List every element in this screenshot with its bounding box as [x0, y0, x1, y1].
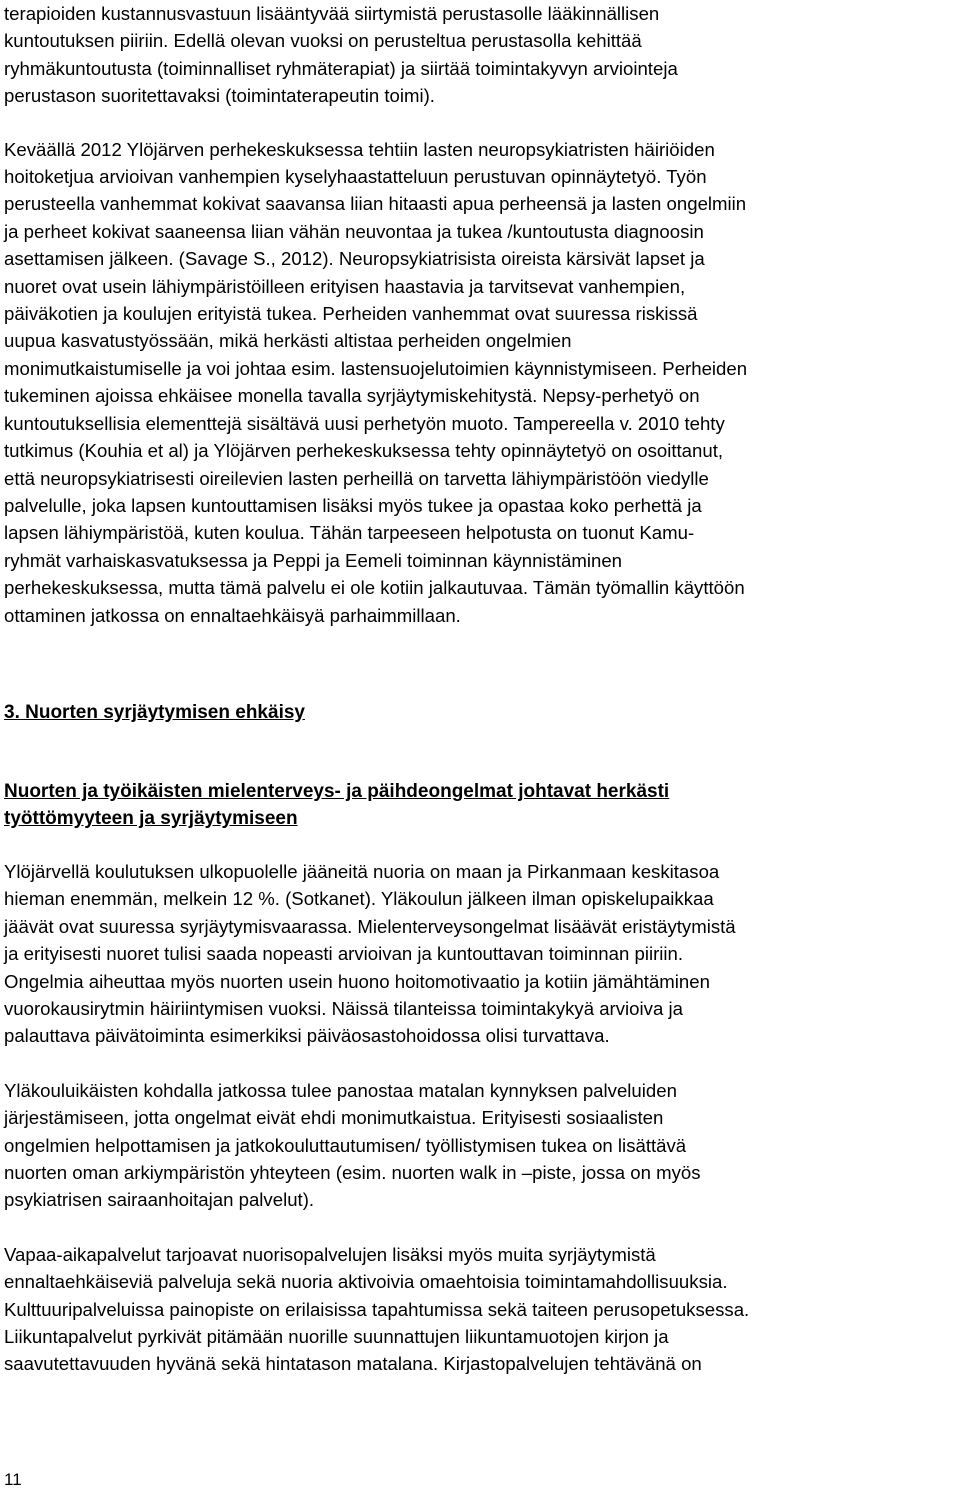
subheading: Nuorten ja työikäisten mielenterveys- ja päihdeongelmat johtavat herkästi työttömyyteen ja syrjäytymiseen [4, 780, 670, 829]
page-number: 11 [4, 1470, 22, 1489]
section-heading: 3. Nuorten syrjäytymisen ehkäisy [4, 701, 305, 723]
paragraph-rehabilitation: terapioiden kustannusvastuun lisääntyvää siirtymistä perustasolle lääkinnällisen kuntoutuksen piiriin. Edellä olevan vuoksi on perusteltua perustasolla kehittää ryhmäkuntoutusta (toiminnalliset ryhmäterapiat) ja siirtää toimintakyvyn arviointeja perustason suoritettavaksi (toimintaterapeutin toimi). [4, 3, 678, 107]
paragraph-leisure-services: Vapaa-aikapalvelut tarjoavat nuorisopalvelujen lisäksi myös muita syrjäytymistä ennaltaehkäiseviä palveluja sekä nuoria aktivoivia omaehtoisia toimintamahdollisuuksia. Kulttuuripalveluissa painopiste on erilaisissa tapahtumissa sekä taiteen perusopetuksessa. Liikuntapalvelut pyrkivät pitämään nuorille suunnattujen liikuntamuotojen kirjon ja saavutettavuuden hyvänä sekä hintatason matalana. Kirjastopalvelujen tehtävänä on [4, 1243, 750, 1375]
document-page [4, 0, 956, 1378]
paragraph-lower-secondary: Yläkouluikäisten kohdalla jatkossa tulee panostaa matalan kynnyksen palveluiden järjestämiseen, jotta ongelmat eivät ehdi monimutkaistua. Erityisesti sosiaalisten ongelmien helpottamisen ja jatkokouluttautumisen/ työllistymisen tukea on lisättävä nuorten oman arkiympäristön yhteyteen (esim. nuorten walk in –piste, jossa on myös psykiatrisen sairaanhoitajan palvelut). [4, 1079, 701, 1211]
paragraph-youth-education: Ylöjärvellä koulutuksen ulkopuolelle jääneitä nuoria on maan ja Pirkanmaan keskitasoa hieman enemmän, melkein 12 %. (Sotkanet). Yläkoulun jälkeen ilman opiskelupaikkaa jäävät ovat suuressa syrjäytymisvaarassa. Mielenterveysongelmat lisäävät eristäytymistä ja erityisesti nuoret tulisi saada nopeasti arvioivan ja kuntouttavan toiminnan piiriin. Ongelmia aiheuttaa myös nuorten usein huono hoitomotivaatio ja kotiin jämähtäminen vuorokausirytmin häiriintymisen vuoksi. Näissä tilanteissa toimintakykyä arvioiva ja palauttava päivätoiminta esimerkiksi päiväosastohoidossa olisi turvattava. [4, 860, 736, 1047]
paragraph-family-center-study: Keväällä 2012 Ylöjärven perhekeskuksessa tehtiin lasten neuropsykiatristen häiriöiden hoitoketjua arvioivan vanhempien kyselyhaastatteluun perustuvan opinnäytetyö. Työn perusteella vanhemmat kokivat saavansa liian hitaasti apua perheensä ja lasten ongelmiin ja perheet kokivat saaneensa liian vähän neuvontaa ja tukea /kuntoutusta diagnoosin asettamisen jälkeen. (Savage S., 2012). Neuropsykiatrisista oireista kärsivät lapset ja nuoret ovat usein lähiympäristöilleen erityisen haastavia ja tarvitsevat vanhempien, päiväkotien ja koulujen erityistä tukea. Perheiden vanhemmat ovat suuressa riskissä uupua kasvatustyössään, mikä herkästi altistaa perheiden ongelmien monimutkaistumiselle ja voi johtaa esim. lastensuojelutoimien käynnistymiseen. Perheiden tukeminen ajoissa ehkäisee monella tavalla syrjäytymiskehitystä. Nepsy-perhetyö on kuntoutuksellisia elementtejä sisältävä uusi perhetyön muoto. Tampereella v. 2010 tehty tutkimus (Kouhia et al) ja Ylöjärven perhekeskuksessa tehty opinnäytetyö on osoittanut, että neuropsykiatrisesti oireilevien lasten perheillä on tarvetta lähiympäristöön viedylle palvelulle, joka lapsen kuntouttamisen lisäksi myös tukee ja opastaa koko perhettä ja lapsen lähiympäristöä, kuten koulua. Tähän tarpeeseen helpotusta on tuonut Kamu- ryhmät varhaiskasvatuksessa ja Peppi ja Eemeli toiminnan käynnistäminen perhekeskuksessa, mutta tämä palvelu ei ole kotiin jalkautuvaa. Tämän työmallin käyttöön ottaminen jatkossa on ennaltaehkäisyä parhaimmillaan. [4, 138, 748, 626]
